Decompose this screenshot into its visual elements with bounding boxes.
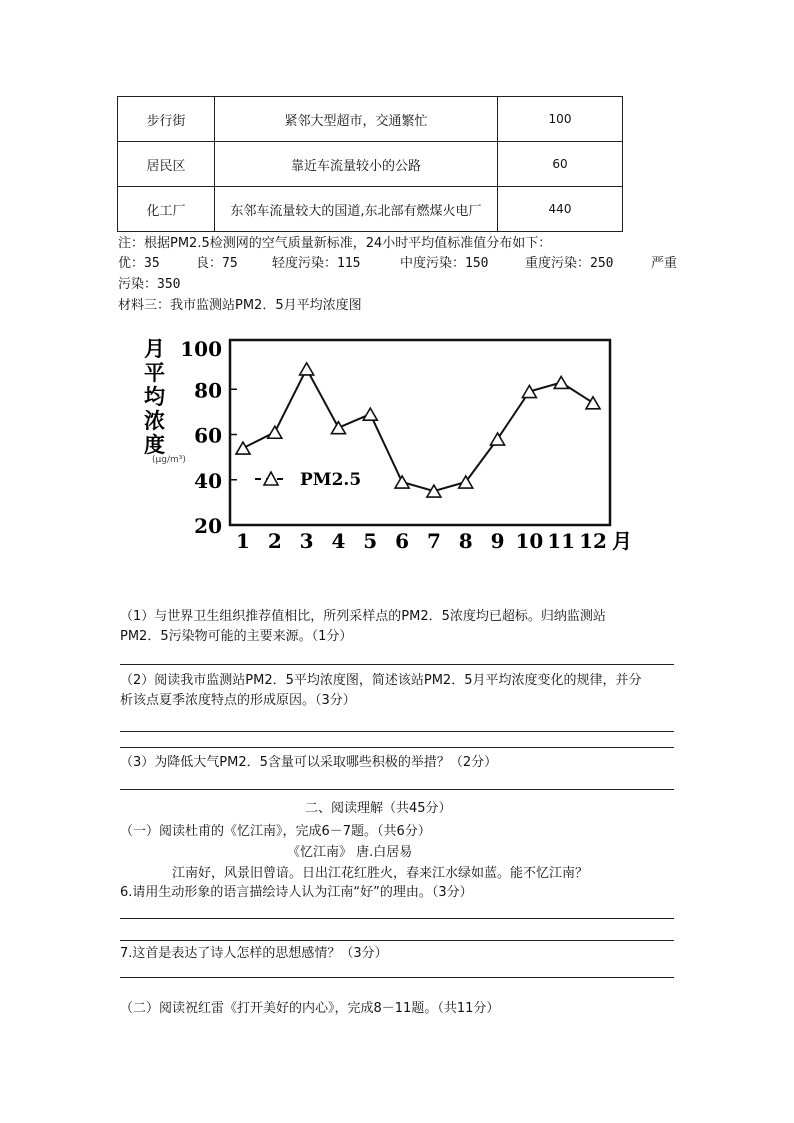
x-tick-label: 12 [579, 529, 607, 553]
data-point-triangle [236, 442, 250, 454]
reading-part-2: （二）阅读祝红雷《打开美好的内心》，完成8－11题。（共11分） [120, 1001, 500, 1016]
question-1-line2: PM2．5污染物可能的主要来源。（1分） [120, 629, 353, 644]
answer-line[interactable] [120, 664, 674, 665]
legend [255, 470, 361, 490]
data-point-triangle [395, 476, 409, 488]
data-point-triangle [459, 476, 473, 488]
level-fine: 良：75 [196, 256, 238, 271]
data-point-triangle [554, 376, 568, 388]
x-tick-label: 6 [395, 529, 410, 553]
x-tick-label: 1 [236, 529, 250, 553]
table-row [118, 142, 623, 187]
reading-part-1: （一）阅读杜甫的《忆江南》，完成6－7题。（共6分） [120, 824, 431, 839]
data-point-triangle [522, 386, 536, 398]
desc-cell: 靠近车流量较小的公路 [215, 142, 498, 187]
y-axis-unit: (μg/m³) [152, 455, 186, 465]
y-axis-label-char: 度 [144, 432, 165, 457]
plot-frame [230, 340, 610, 525]
question-7: 7.这首是表达了诗人怎样的思想感情？（3分） [120, 946, 388, 961]
table-row [118, 97, 623, 142]
level-light: 轻度污染：115 [272, 256, 361, 271]
x-tick-label: 11 [547, 529, 576, 553]
x-tick-label: 10 [515, 529, 544, 553]
level-good: 优：35 [118, 256, 160, 271]
value-cell: 60 [498, 142, 623, 187]
y-tick-label: 40 [194, 468, 222, 493]
question-1-line1: （1）与世界卫生组织推荐值相比，所列采样点的PM2．5浓度均已超标。归纳监测站 [120, 609, 606, 624]
poem-body: 江南好，风景旧曾谙。日出江花红胜火，春来江水绿如蓝。能不忆江南？ [172, 866, 589, 881]
y-axis-label [144, 336, 165, 457]
y-tick-label: 60 [194, 423, 222, 448]
poem-title: 《忆江南》 唐.白居易 [287, 845, 413, 860]
x-tick-label: 4 [331, 529, 346, 553]
y-axis-label-char: 浓 [144, 408, 165, 433]
legend-label: PM2.5 [300, 470, 362, 490]
value-cell: 440 [498, 187, 623, 232]
level-heavy: 重度污染：250 [525, 256, 614, 271]
site-cell: 步行街 [118, 97, 215, 142]
answer-line[interactable] [120, 747, 674, 748]
series-line [243, 369, 593, 491]
pm25-sample-table [117, 96, 623, 232]
standard-note: 注：根据PM2.5检测网的空气质量新标准，24小时平均值标准值分布如下： [118, 236, 552, 251]
x-tick-label: 2 [267, 529, 282, 553]
answer-line[interactable] [120, 940, 674, 941]
answer-line[interactable] [120, 789, 674, 790]
answer-line[interactable] [120, 977, 674, 978]
y-axis-label-char: 月 [144, 336, 165, 361]
data-point-triangle [363, 408, 377, 420]
x-tick-label: 9 [490, 529, 505, 553]
site-cell: 化工厂 [118, 187, 215, 232]
data-point-triangle [491, 433, 505, 445]
question-2-line2: 析该点夏季浓度特点的形成原因。（3分） [120, 693, 356, 708]
pm25-monthly-chart [100, 320, 640, 570]
desc-cell: 紧邻大型超市，交通繁忙 [215, 97, 498, 142]
site-cell: 居民区 [118, 142, 215, 187]
x-tick-label: 3 [299, 529, 314, 553]
level-severe: 严重 [651, 256, 678, 271]
question-2-line1: （2）阅读我市监测站PM2．5平均浓度图，简述该站PM2．5月平均浓度变化的规律，并分 [120, 673, 642, 688]
y-tick-label: 100 [180, 337, 222, 361]
desc-cell: 东邻车流量较大的国道,东北部有燃煤火电厂 [215, 187, 498, 232]
x-tick-label: 5 [363, 529, 378, 553]
data-point-triangle [268, 426, 282, 438]
level-moderate: 中度污染：150 [400, 256, 489, 271]
section-heading: 二、阅读理解（共45分） [305, 801, 452, 816]
level-severe-cont: 污染：350 [118, 277, 181, 292]
y-tick-label: 20 [194, 514, 222, 538]
material3-title: 材料三：我市监测站PM2．5月平均浓度图 [118, 298, 362, 313]
question-3: （3）为降低大气PM2．5含量可以采取哪些积极的举措？（2分） [120, 755, 498, 770]
y-axis-label-char: 均 [144, 384, 165, 409]
data-point-triangle [331, 422, 345, 434]
x-tick-label: 7 [426, 529, 441, 553]
data-point-triangle [300, 363, 314, 375]
answer-line[interactable] [120, 918, 674, 919]
answer-line[interactable] [120, 731, 674, 732]
x-axis-unit: 月 [612, 529, 632, 553]
value-cell: 100 [498, 97, 623, 142]
question-6: 6.请用生动形象的语言描绘诗人认为江南“好”的理由。（3分） [120, 885, 473, 900]
y-axis-label-char: 平 [144, 360, 165, 385]
y-tick-label: 80 [194, 378, 222, 403]
table-row [118, 187, 623, 232]
x-tick-label: 8 [458, 529, 473, 553]
data-point-triangle [427, 485, 441, 497]
